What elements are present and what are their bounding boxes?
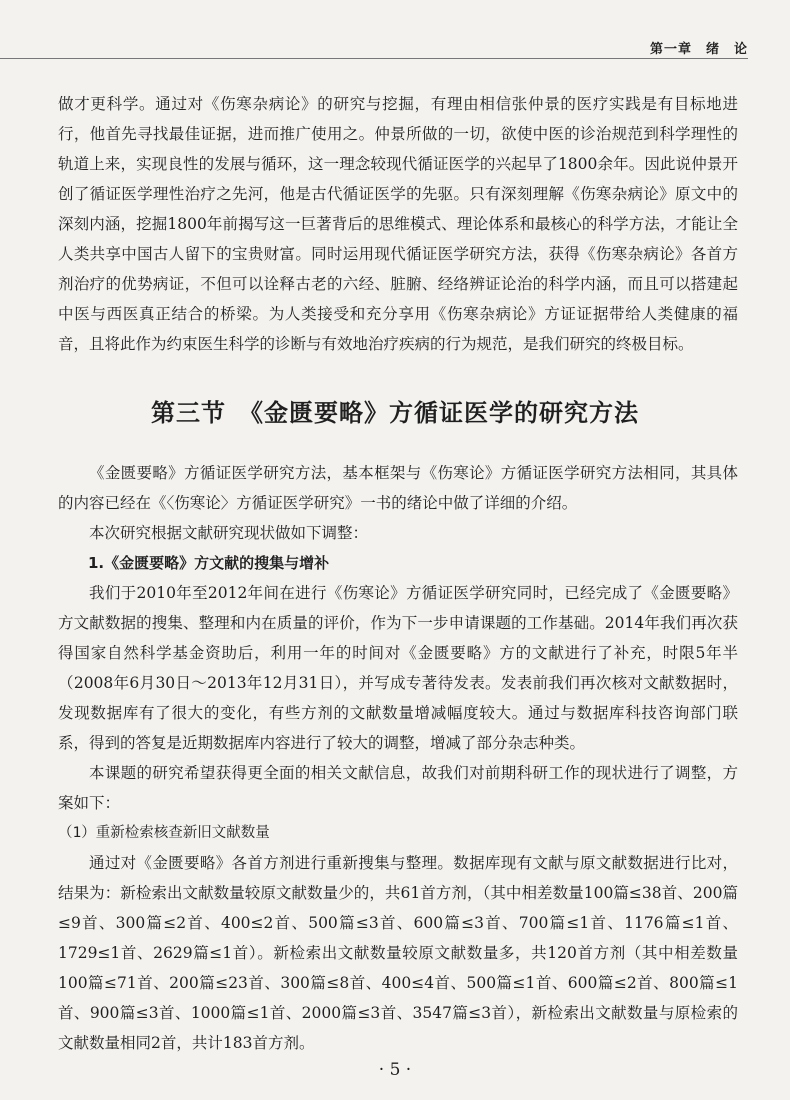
- intro-paragraph: 做才更科学。通过对《伤寒杂病论》的研究与挖掘，有理由相信张仲景的医疗实践是有目标地进行，他首先寻找最佳证据，进而推广使用之。仲景所做的一切，欲使中医的诊治规范到科学理性的轨道上来，实现良性的发展与循环，这一理念较现代循证医学的兴起早了1800余年。因此说仲景开创了循证医学理性治疗之先河，他是古代循证医学的先驱。只有深刻理解《伤寒杂病论》原文中的深刻内涵，挖掘1800年前揭写这一巨著背后的思维模式、理论体系和最核心的科学方法，才能让全人类共享中国古人留下的宝贵财富。同时运用现代循证医学研究方法，获得《伤寒杂病论》各首方剂治疗的优势病证，不但可以诠释古老的六经、脏腑、经络辨证论治的科学内涵，而且可以搭建起中医与西医真正结合的桥梁。为人类接受和充分享用《伤寒杂病论》方证证据带给人类健康的福音，且将此作为约束医生科学的诊断与有效地治疗疾病的行为规范，是我们研究的终极目标。: [58, 95, 738, 353]
- section-title: 第三节 《金匮要略》方循证医学的研究方法: [151, 399, 639, 427]
- framework-paragraph: 《金匮要略》方循证医学研究方法，基本框架与《伤寒论》方循证医学研究方法相同，其具体的内容已经在《〈伤寒论〉方循证医学研究》一书的绪论中做了详细的介绍。: [58, 464, 738, 512]
- running-header: 第一章 绪 论: [649, 42, 748, 57]
- subheading-recheck: （1）重新检索核查新旧文献数量: [58, 825, 270, 841]
- header-rule: [0, 58, 748, 59]
- subheading-collection: 1.《金匮要略》方文献的搜集与增补: [88, 554, 330, 572]
- page-number: · 5 ·: [378, 1060, 412, 1080]
- intro-block: [58, 89, 738, 359]
- result-paragraph: 通过对《金匮要略》各首方剂进行重新搜集与整理。数据库现有文献与原文献数据进行比对，结果为：新检索出文献数量较原文献数量少的，共61首方剂，（其中相差数量100篇≤38首、200篇≤9首、300篇≤2首、400≤2首、500篇≤3首、600篇≤3首、700篇≤1首、1176篇≤1首、1729≤1首、2629篇≤1首）。新检索出文献数量较原文献数量多，共120首方剂（其中相差数量100篇≤71首、200篇≤23首、300篇≤8首、400≤4首、500篇≤1首、600篇≤2首、800篇≤1首、900篇≤3首、1000篇≤1首、2000篇≤3首、3547篇≤3首），新检索出文献数量与原检索的文献数量相同2首，共计183首方剂。: [58, 854, 738, 1052]
- section-body: [58, 458, 738, 1058]
- plan-paragraph: 本课题的研究希望获得更全面的相关文献信息，故我们对前期科研工作的现状进行了调整，方案如下：: [58, 764, 738, 812]
- collection-paragraph: 我们于2010年至2012年间在进行《伤寒论》方循证医学研究同时，已经完成了《金匮要略》方文献数据的搜集、整理和内在质量的评价，作为下一步申请课题的工作基础。2014年我们再次获得国家自然科学基金资助后，利用一年的时间对《金匮要略》方的文献进行了补充，时限5年半（2008年6月30日～2013年12月31日），并写成专著待发表。发表前我们再次核对文献数据时，发现数据库有了很大的变化，有些方剂的文献数量增减幅度较大。通过与数据库科技咨询部门联系，得到的答复是近期数据库内容进行了较大的调整，增减了部分杂志种类。: [58, 584, 738, 752]
- adjust-paragraph: 本次研究根据文献研究现状做如下调整：: [89, 524, 369, 542]
